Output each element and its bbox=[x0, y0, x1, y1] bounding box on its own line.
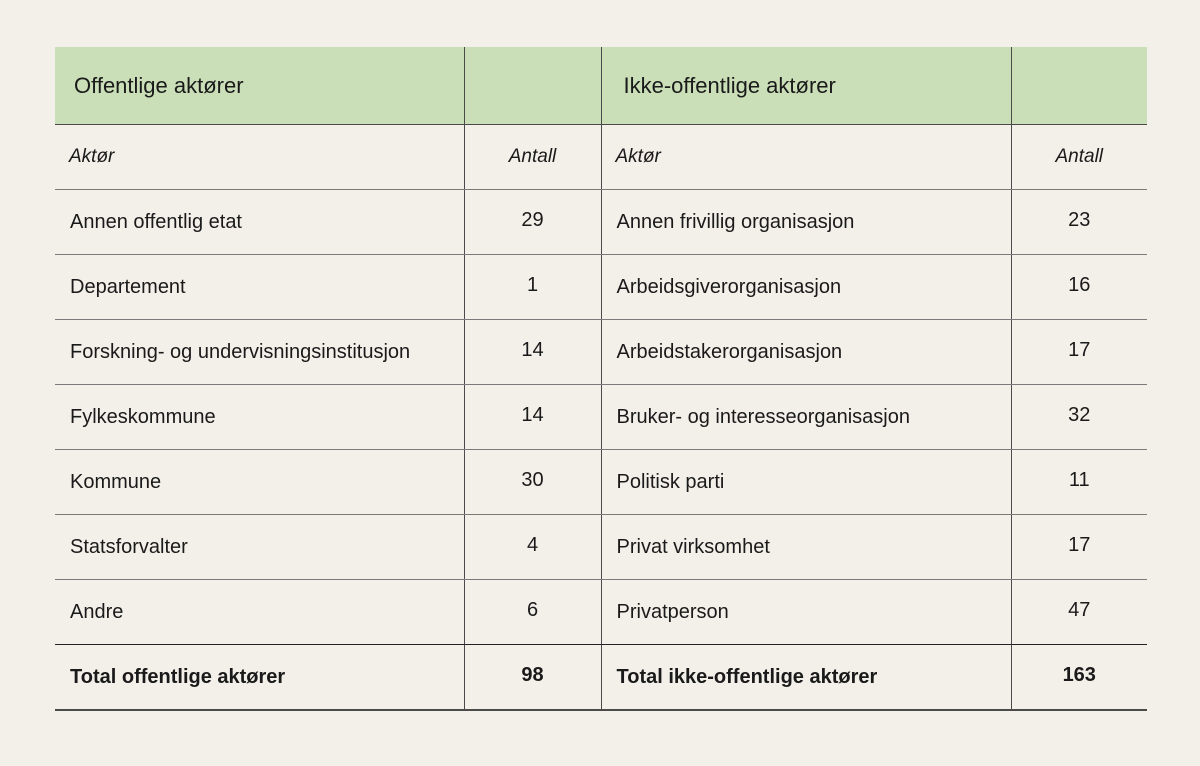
public-actor-name: Departement bbox=[55, 255, 464, 320]
non-public-actor-column-header: Aktør bbox=[601, 125, 1011, 190]
non-public-actor-count: 23 bbox=[1011, 190, 1147, 255]
public-count-heading-empty bbox=[464, 47, 601, 125]
table-row bbox=[55, 255, 1147, 320]
non-public-actors-heading: Ikke-offentlige aktører bbox=[601, 47, 1011, 125]
public-actor-column-header: Aktør bbox=[55, 125, 464, 190]
non-public-actor-name: Arbeidsgiverorganisasjon bbox=[601, 255, 1011, 320]
table-row bbox=[55, 515, 1147, 580]
public-actors-heading: Offentlige aktører bbox=[55, 47, 464, 125]
non-public-actor-name: Arbeidstakerorganisasjon bbox=[601, 320, 1011, 385]
public-actor-count: 29 bbox=[464, 190, 601, 255]
public-actor-name: Andre bbox=[55, 580, 464, 645]
public-actor-count: 4 bbox=[464, 515, 601, 580]
non-public-actor-name: Annen frivillig organisasjon bbox=[601, 190, 1011, 255]
non-public-count-heading-empty bbox=[1011, 47, 1147, 125]
non-public-actor-count: 17 bbox=[1011, 515, 1147, 580]
public-actor-count: 6 bbox=[464, 580, 601, 645]
table-row bbox=[55, 320, 1147, 385]
public-total-value: 98 bbox=[464, 645, 601, 711]
non-public-actor-name: Privat virksomhet bbox=[601, 515, 1011, 580]
public-actor-count: 30 bbox=[464, 450, 601, 515]
public-total-label: Total offentlige aktører bbox=[55, 645, 464, 711]
actors-table-container bbox=[55, 47, 1147, 711]
non-public-actor-name: Bruker- og interesseorganisasjon bbox=[601, 385, 1011, 450]
public-actor-name: Fylkeskommune bbox=[55, 385, 464, 450]
non-public-actor-count: 16 bbox=[1011, 255, 1147, 320]
non-public-total-label: Total ikke-offentlige aktører bbox=[601, 645, 1011, 711]
non-public-count-column-header: Antall bbox=[1011, 125, 1147, 190]
table-row bbox=[55, 190, 1147, 255]
public-actor-name: Annen offentlig etat bbox=[55, 190, 464, 255]
public-actor-count: 14 bbox=[464, 320, 601, 385]
public-actor-count: 14 bbox=[464, 385, 601, 450]
public-actor-name: Statsforvalter bbox=[55, 515, 464, 580]
totals-row bbox=[55, 645, 1147, 711]
public-count-column-header: Antall bbox=[464, 125, 601, 190]
public-actor-count: 1 bbox=[464, 255, 601, 320]
group-header-row bbox=[55, 47, 1147, 125]
non-public-actor-count: 17 bbox=[1011, 320, 1147, 385]
actors-table bbox=[55, 47, 1147, 711]
non-public-actor-name: Privatperson bbox=[601, 580, 1011, 645]
non-public-actor-count: 47 bbox=[1011, 580, 1147, 645]
table-row bbox=[55, 450, 1147, 515]
non-public-actor-count: 32 bbox=[1011, 385, 1147, 450]
non-public-actor-count: 11 bbox=[1011, 450, 1147, 515]
non-public-total-value: 163 bbox=[1011, 645, 1147, 711]
public-actor-name: Forskning- og undervisningsinstitusjon bbox=[55, 320, 464, 385]
public-actor-name: Kommune bbox=[55, 450, 464, 515]
non-public-actor-name: Politisk parti bbox=[601, 450, 1011, 515]
table-row bbox=[55, 385, 1147, 450]
table-row bbox=[55, 580, 1147, 645]
column-header-row bbox=[55, 125, 1147, 190]
